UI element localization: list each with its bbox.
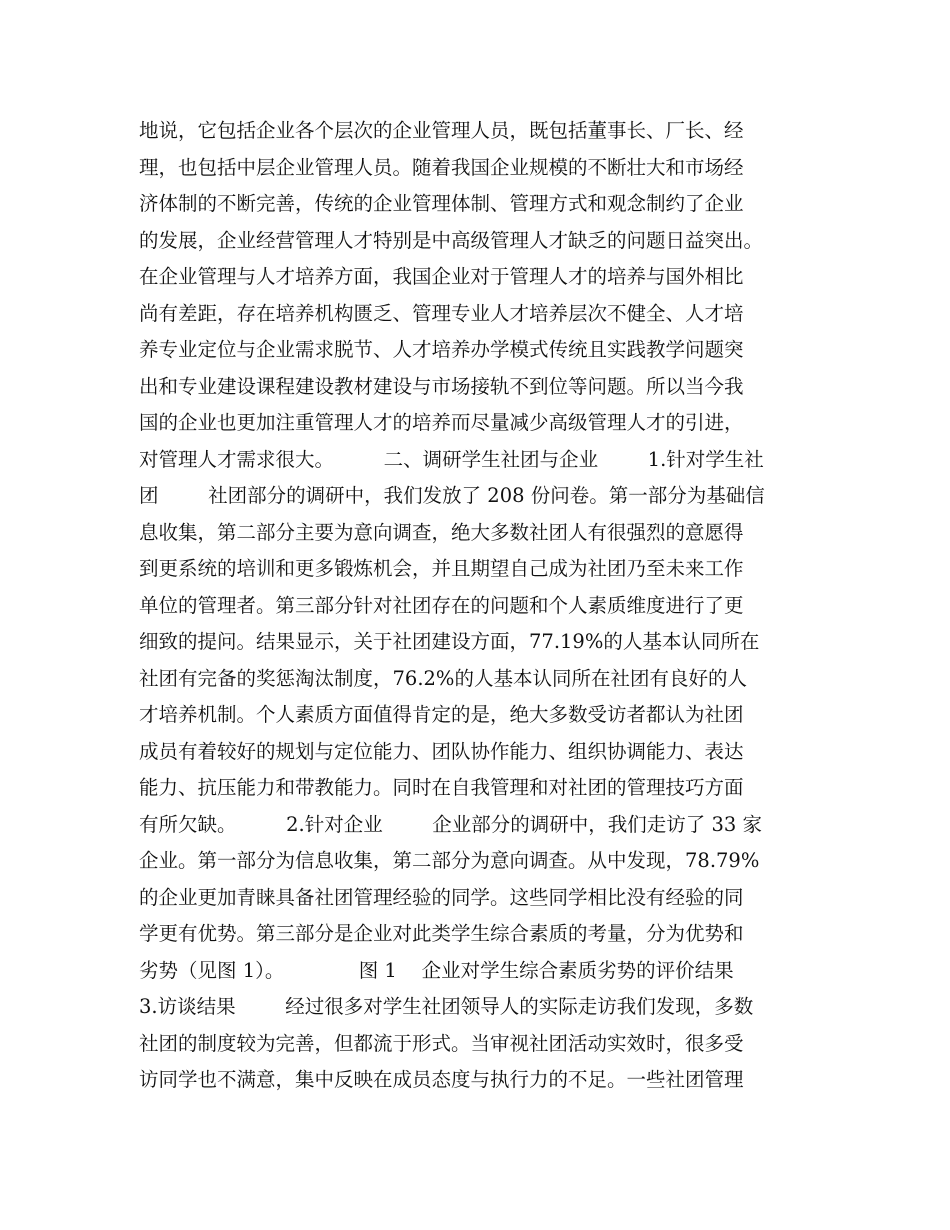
text-line: 国的企业也更加注重管理人才的培养而尽量减少高级管理人才的引进，: [139, 411, 744, 434]
text-line: 才培养机制。个人素质方面值得肯定的是，绝大多数受访者都认为社团: [139, 703, 744, 726]
text-line: 的发展，企业经营管理人才特别是中高级管理人才缺乏的问题日益突出。: [139, 228, 764, 252]
text-line: 养专业定位与企业需求脱节、人才培养办学模式传统且实践教学问题突: [139, 338, 744, 361]
text-line: 能力、抗压能力和带教能力。同时在自我管理和对社团的管理技巧方面: [139, 776, 744, 799]
body-text: [139, 113, 819, 1099]
text-line: 尚有差距，存在培养机构匮乏、管理专业人才培养层次不健全、人才培: [139, 301, 744, 325]
text-line: 济体制的不断完善，传统的企业管理体制、管理方式和观念制约了企业: [139, 192, 744, 215]
text-line: 劣势（见图 1）。 图 1 企业对学生综合素质劣势的评价结果: [139, 958, 734, 982]
text-line: 到更系统的培训和更多锻炼机会，并且期望自己成为社团乃至未来工作: [139, 557, 744, 580]
text-line: 3.访谈结果 经过很多对学生社团领导人的实际走访我们发现，多数: [139, 995, 754, 1018]
text-line: 地说，它包括企业各个层次的企业管理人员，既包括董事长、厂长、经: [139, 119, 744, 142]
text-line: 细致的提问。结果显示，关于社团建设方面，77.19%的人基本认同所在: [139, 630, 760, 653]
text-line: 对管理人才需求很大。 二、调研学生社团与企业 1.针对学生社: [139, 447, 764, 471]
text-line: 出和专业建设课程建设教材建设与市场接轨不到位等问题。所以当今我: [139, 374, 744, 398]
text-line: 访同学也不满意，集中反映在成员态度与执行力的不足。一些社团管理: [139, 1068, 744, 1091]
text-line: 学更有优势。第三部分是企业对此类学生综合素质的考量，分为优势和: [139, 922, 744, 945]
text-line: 单位的管理者。第三部分针对社团存在的问题和个人素质维度进行了更: [139, 593, 744, 617]
text-line: 成员有着较好的规划与定位能力、团队协作能力、组织协调能力、表达: [139, 739, 744, 763]
text-line: 的企业更加青睐具备社团管理经验的同学。这些同学相比没有经验的同: [139, 885, 744, 909]
text-line: 社团有完备的奖惩淘汰制度，76.2%的人基本认同所在社团有良好的人: [139, 666, 747, 690]
text-line: 社团的制度较为完善，但都流于形式。当审视社团活动实效时，很多受: [139, 1031, 744, 1055]
text-line: 理，也包括中层企业管理人员。随着我国企业规模的不断壮大和市场经: [139, 155, 744, 179]
text-line: 有所欠缺。 2.针对企业 企业部分的调研中，我们走访了 33 家: [139, 812, 762, 836]
text-line: 在企业管理与人才培养方面，我国企业对于管理人才的培养与国外相比: [139, 265, 744, 288]
text-line: 息收集，第二部分主要为意向调查，绝大多数社团人有很强烈的意愿得: [139, 520, 744, 544]
text-line: 团 社团部分的调研中，我们发放了 208 份问卷。第一部分为基础信: [139, 484, 765, 507]
text-line: 企业。第一部分为信息收集，第二部分为意向调查。从中发现，78.79%: [139, 849, 760, 872]
